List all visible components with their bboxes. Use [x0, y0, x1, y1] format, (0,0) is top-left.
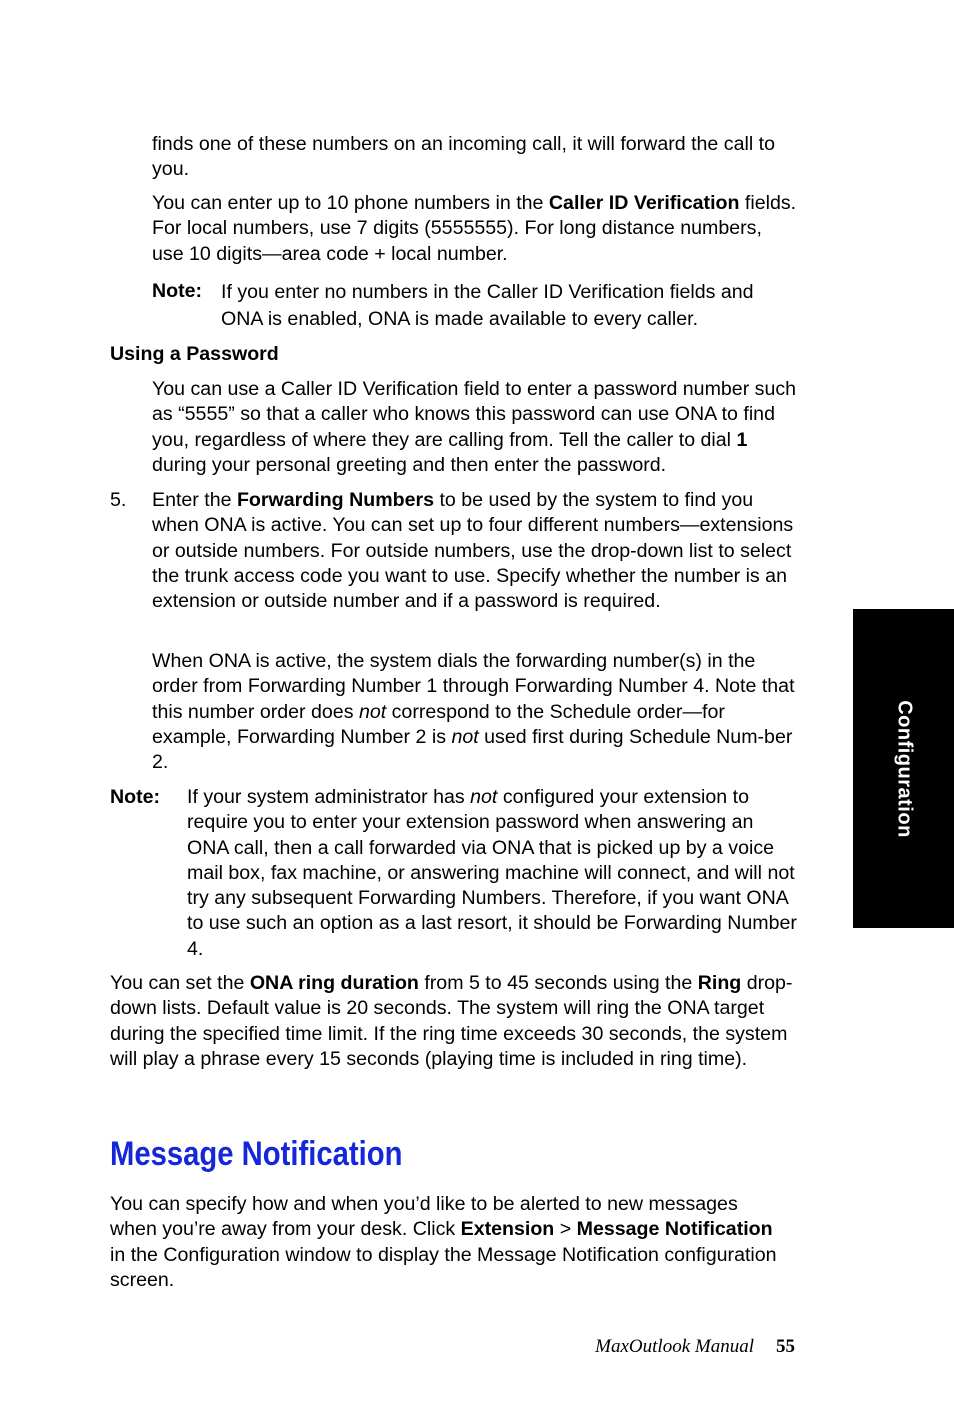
- note-text: [221, 279, 796, 332]
- footer-title: MaxOutlook Manual: [595, 1336, 754, 1357]
- bold-term: Forwarding Numbers: [236, 489, 435, 511]
- paragraph-text: correspond to the Schedule order—for example, Forwarding Number 2 is: [152, 700, 725, 748]
- paragraph-text: in the Configuration window to display the Message Notification configuration screen.: [110, 1243, 777, 1291]
- paragraph-text: during your personal greeting and then enter the password.: [152, 453, 667, 476]
- note-text: [187, 785, 799, 962]
- paragraph-text: You can specify how and when you’d like to be alerted to new messages when you’re away from your desk. Click: [110, 1193, 738, 1241]
- bold-term: ONA ring duration: [249, 972, 419, 994]
- section-heading: Message Notification: [110, 1135, 403, 1173]
- paragraph-text: to be used by the system to find you when ONA is active. You can set up to four different numbers—extensions or outside numbers. For outside numbers, use the drop-down list to select the trunk access code you want to use. Specify whether the number is an extension or outside number and if a password is required.: [152, 489, 794, 613]
- note-body: If you enter no numbers in the Caller ID Verification fields and ONA is enabled, ONA is made available to every caller.: [221, 281, 754, 330]
- subheading-using-password: Using a Password: [110, 343, 279, 365]
- paragraph-finds-numbers: [152, 132, 797, 183]
- side-tab-label: Configuration: [893, 699, 916, 838]
- step-number: 5.: [110, 489, 127, 511]
- paragraph-text: >: [554, 1218, 577, 1241]
- bold-term: Message Notification: [576, 1218, 773, 1241]
- paragraph-text: You can use a Caller ID Verification field to enter a password number such as “5555” so that a caller who knows this password can use ONA to find you, regardless of where they are calling from. Tell the caller to dial: [152, 378, 797, 451]
- paragraph-text: used first during Schedule Num-ber 2.: [152, 725, 793, 774]
- page-number: 55: [776, 1336, 795, 1357]
- step-5-text: [152, 488, 797, 614]
- page-footer: [595, 1335, 795, 1359]
- paragraph-text: You can set the: [110, 972, 250, 994]
- note-label: Note:: [152, 280, 203, 302]
- bold-term: Ring: [697, 972, 742, 994]
- italic-term: not: [451, 725, 479, 748]
- paragraph-password: [152, 377, 797, 478]
- paragraph-message-notification: [110, 1192, 790, 1293]
- paragraph-text: Enter the: [152, 489, 237, 511]
- chapter-side-tab: [853, 609, 954, 928]
- note-body: configured your extension to require you to enter your extension password when answering an ONA call, then a call forwarded via ONA that is picked up by a voice mail box, fax machine, or answering machine will connect, and will not try any subsequent Forwarding Numbers. Therefore, if you want ONA to use such an option as a last resort, it should be Forwarding Number 4.: [187, 786, 797, 960]
- paragraph-enter-numbers: [152, 191, 797, 267]
- bold-term: 1: [736, 428, 748, 451]
- italic-term: not: [358, 700, 387, 723]
- paragraph-text: drop-down lists. Default value is 20 seconds. The system will ring the ONA target during the specified time limit. If the ring time exceeds 30 seconds, the system will play a phrase every 15 seconds (playing time is included in ring time).: [110, 972, 793, 1070]
- note-label: Note:: [110, 786, 161, 808]
- paragraph-when-active: [152, 649, 799, 775]
- italic-term: not: [470, 786, 498, 808]
- bold-term: Caller ID Verification: [548, 192, 740, 214]
- note-body: If your system administrator has: [187, 786, 471, 808]
- paragraph-text: fields. For local numbers, use 7 digits (5555555). For long distance numbers, use 10 digits—area code + local number.: [152, 192, 797, 265]
- paragraph-text: from 5 to 45 seconds using the: [418, 972, 698, 994]
- paragraph-text: You can enter up to 10 phone numbers in the: [152, 192, 549, 214]
- paragraph-ring-duration: [110, 971, 798, 1072]
- paragraph-text: finds one of these numbers on an incoming call, it will forward the call to you.: [152, 133, 775, 181]
- paragraph-text: When ONA is active, the system dials the forwarding number(s) in the order from Forwarding Number 1 through Forwarding Number 4. Note that this number order does: [152, 650, 795, 723]
- bold-term: Extension: [460, 1218, 555, 1241]
